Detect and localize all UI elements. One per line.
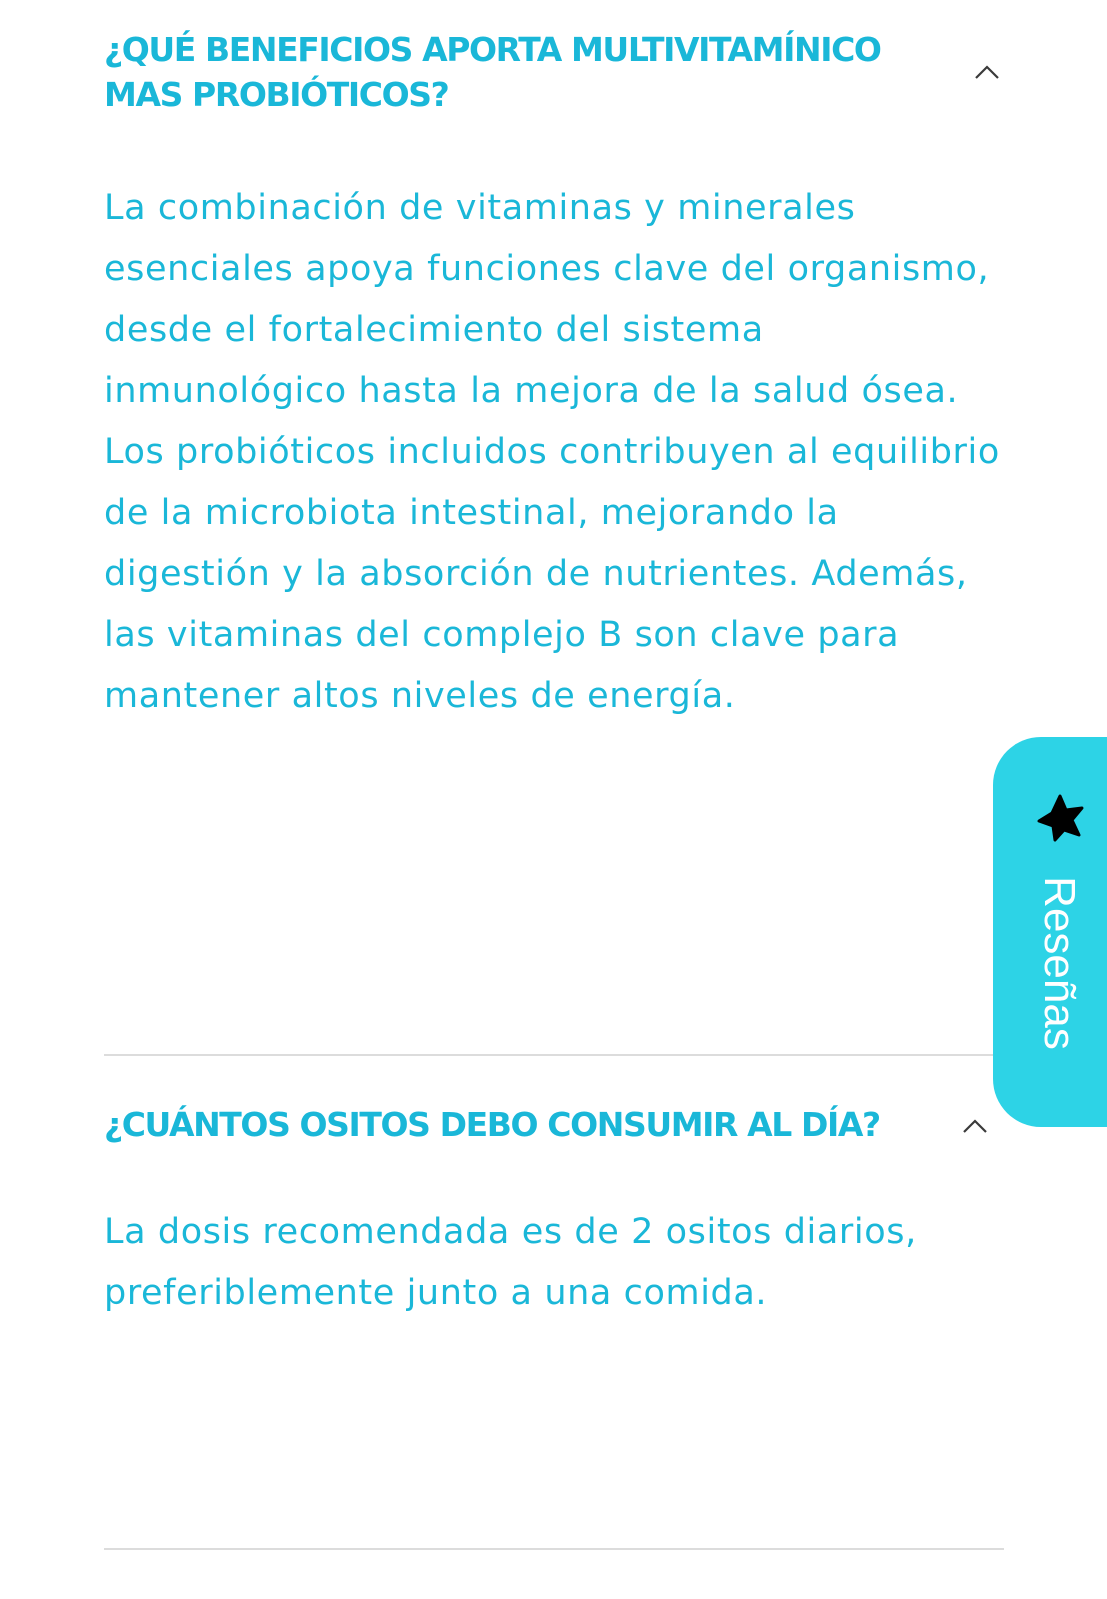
chevron-up-icon[interactable]	[974, 64, 1000, 80]
faq-question-header-2[interactable]	[104, 1056, 1004, 1176]
faq-question-header-1[interactable]	[104, 0, 1004, 140]
reviews-tab-label: Reseñas	[1035, 876, 1084, 1050]
faq-question-1: ¿QUÉ BENEFICIOS APORTA MULTIVITAMÍNICO MAS PROBIÓTICOS?	[104, 30, 881, 114]
faq-question-2: ¿CUÁNTOS OSITOS DEBO CONSUMIR AL DÍA?	[104, 1105, 880, 1144]
faq-answer-2: La dosis recomendada es de 2 ositos diarios, preferiblemente junto a una comida.	[104, 1212, 917, 1313]
chevron-up-icon[interactable]	[962, 1118, 988, 1134]
faq-answer-1: La combinación de vitaminas y minerales esenciales apoya funciones clave del organismo, desde el fortalecimiento del sistema inmunológico hasta la mejora de la salud ósea. Los probióticos incluidos contribuyen al equilibrio de la microbiota intestinal, mejorando la digestión y la absorción de nutrientes. Además, las vitaminas del complejo B son clave para mantener altos niveles de energía.	[104, 188, 1000, 716]
star-icon	[1035, 793, 1085, 843]
faq-divider-2	[104, 1548, 1004, 1550]
reviews-tab-button[interactable]	[993, 737, 1107, 1127]
